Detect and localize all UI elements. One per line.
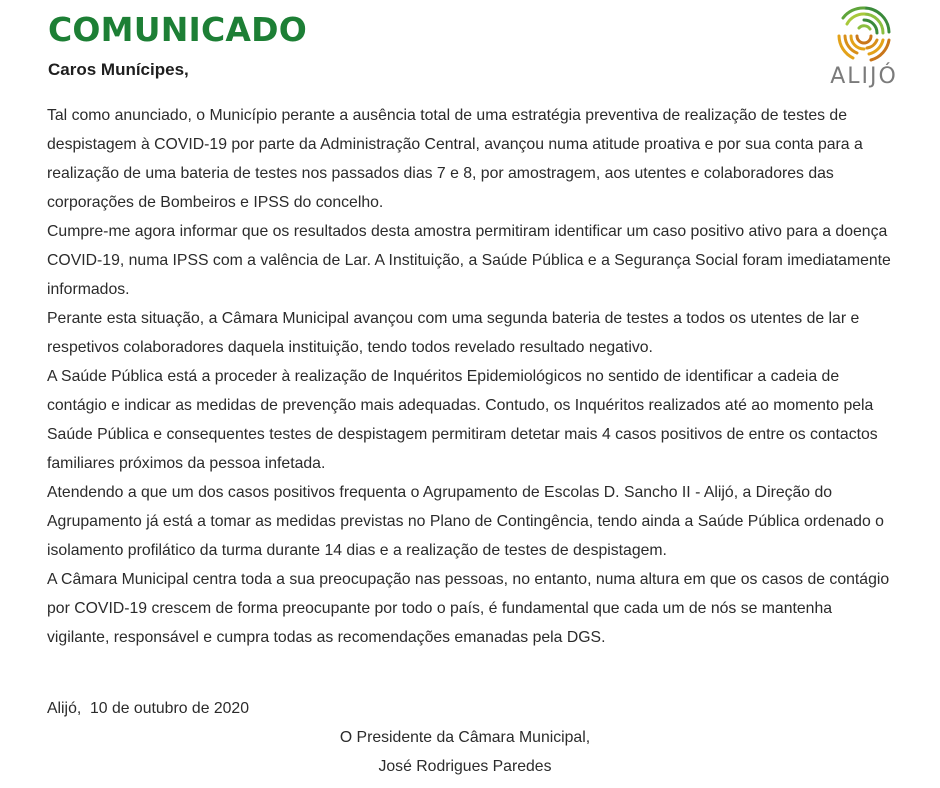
alijo-logo xyxy=(818,2,910,98)
paragraph: Perante esta situação, a Câmara Municipal avançou com uma segunda bateria de testes a todos os utentes de lar e respetivos colaboradores daquela instituição, tendo todos revelado resultado negativo. xyxy=(47,310,860,356)
dateline: Alijó, 10 de outubro de 2020 xyxy=(47,700,250,717)
signature-name: José Rodrigues Paredes xyxy=(378,758,552,775)
greeting: Caros Munícipes, xyxy=(48,60,189,79)
page-title: COMUNICADO xyxy=(48,10,308,49)
paragraph: Tal como anunciado, o Município perante a ausência total de uma estratégia preventiva de realização de testes de despistagem à COVID-19 por parte da Administração Central, avançou numa atitude proativa e por sua conta para a realização de uma bateria de testes nos passados dias 7 e 8, por amostragem, aos utentes e colaboradores das corporações de Bombeiros e IPSS do concelho. xyxy=(47,107,863,211)
fingerprint-logo-icon xyxy=(833,2,895,66)
signature-role: O Presidente da Câmara Municipal, xyxy=(339,729,591,746)
paragraph: A Saúde Pública está a proceder à realização de Inquéritos Epidemiológicos no sentido de identificar a cadeia de contágio e indicar as medidas de prevenção mais adequadas. Contudo, os Inquéritos realizados até ao momento pela Saúde Pública e consequentes testes de despistagem permitiram detetar mais 4 casos positivos de entre os contactos familiares próximos da pessoa infetada. xyxy=(47,368,878,472)
announcement-body xyxy=(47,101,897,652)
paragraph: A Câmara Municipal centra toda a sua preocupação nas pessoas, no entanto, numa altura em que os casos de contágio por COVID-19 crescem de forma preocupante por todo o país, é fundamental que cada um de nós se mantenha vigilante, responsável e cumpra todas as recomendações emanadas pela DGS. xyxy=(47,571,890,646)
logo-wordmark: ALIJÓ xyxy=(830,64,898,89)
paragraph: Cumpre-me agora informar que os resultados desta amostra permitiram identificar um caso positivo ativo para a doença COVID-19, numa IPSS com a valência de Lar. A Instituição, a Saúde Pública e a Segurança Social foram imediatamente informados. xyxy=(47,223,891,298)
paragraph: Atendendo a que um dos casos positivos frequenta o Agrupamento de Escolas D. Sancho II - Alijó, a Direção do Agrupamento já está a tomar as medidas previstas no Plano de Contingência, tendo ainda a Saúde Pública ordenado o isolamento profilático da turma durante 14 dias e a realização de testes de despistagem. xyxy=(47,484,884,559)
